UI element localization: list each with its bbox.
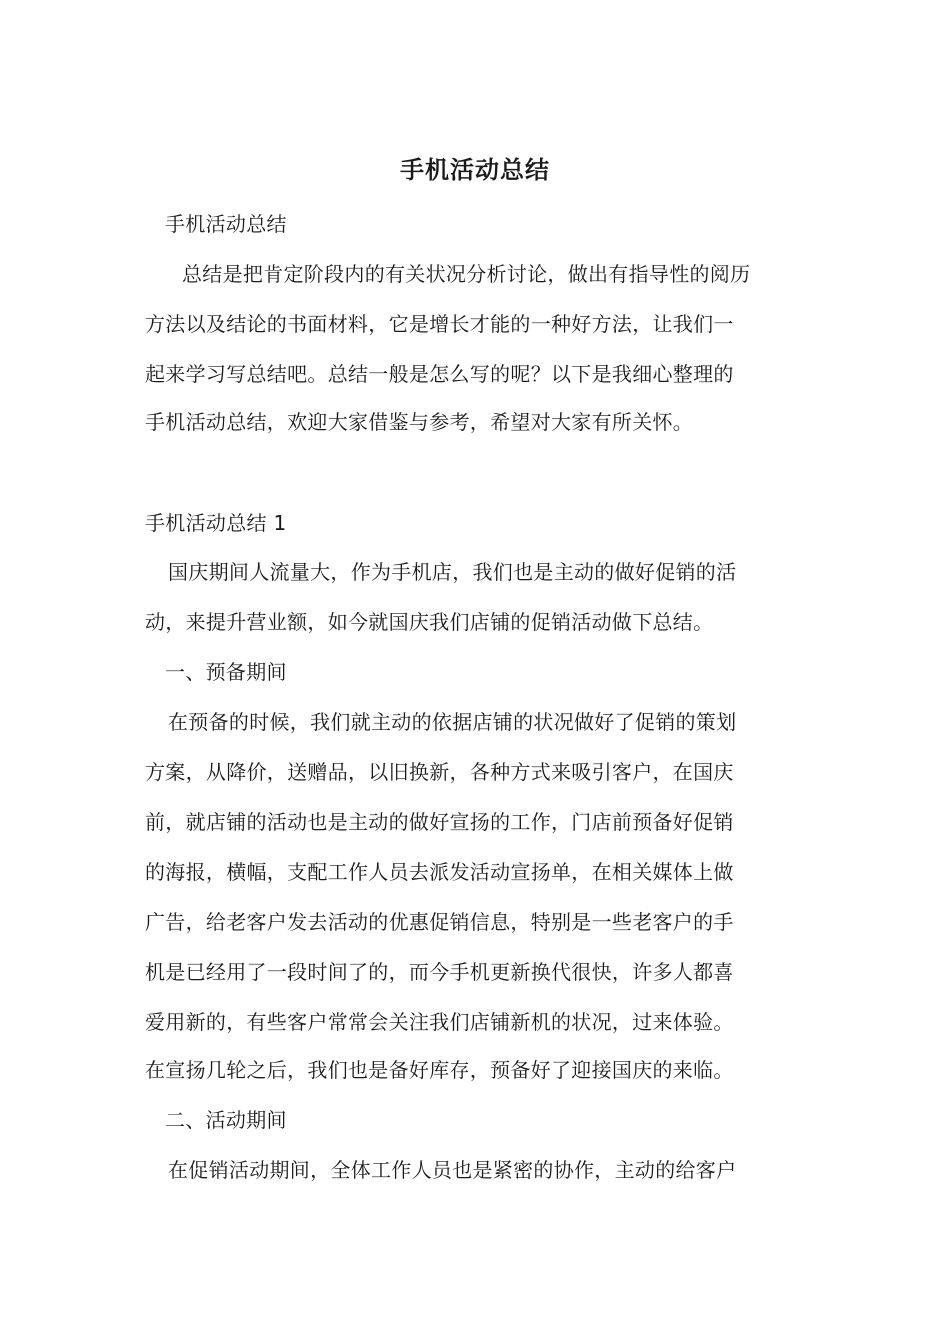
intro-line: 手机活动总结，欢迎大家借鉴与参考，希望对大家有所关怀。 — [145, 410, 694, 434]
part-paragraph-line: 机是已经用了一段时间了的，而今手机更新换代很快，许多人都喜 — [145, 960, 734, 984]
section-paragraph-line: 动，来提升营业额，如今就国庆我们店铺的促销活动做下总结。 — [145, 610, 714, 634]
intro-line: 方法以及结论的书面材料，它是增长才能的一种好方法，让我们一 — [145, 312, 734, 336]
part-paragraph-line: 广告，给老客户发去活动的优惠促销信息，特别是一些老客户的手 — [145, 910, 734, 934]
intro-line: 总结是把肯定阶段内的有关状况分析讨论，做出有指导性的阅历 — [182, 262, 751, 286]
part-heading: 二、活动期间 — [165, 1108, 287, 1132]
part-paragraph-line: 在促销活动期间，全体工作人员也是紧密的协作，主动的给客户 — [168, 1158, 737, 1182]
intro-line: 起来学习写总结吧。总结一般是怎么写的呢？以下是我细心整理的 — [145, 362, 734, 386]
document-subtitle: 手机活动总结 — [165, 212, 287, 236]
part-paragraph-line: 在宣扬几轮之后，我们也是备好库存，预备好了迎接国庆的来临。 — [145, 1058, 734, 1082]
part-paragraph-line: 爱用新的，有些客户常常会关注我们店铺新机的状况，过来体验。 — [145, 1010, 734, 1034]
document-title: 手机活动总结 — [400, 156, 550, 184]
part-paragraph-line: 方案，从降价，送赠品，以旧换新，各种方式来吸引客户，在国庆 — [145, 760, 734, 784]
part-heading: 一、预备期间 — [165, 660, 287, 684]
part-paragraph-line: 前，就店铺的活动也是主动的做好宣扬的工作，门店前预备好促销 — [145, 810, 734, 834]
section-paragraph-line: 国庆期间人流量大，作为手机店，我们也是主动的做好促销的活 — [168, 560, 737, 584]
part-paragraph-line: 的海报，横幅，支配工作人员去派发活动宣扬单，在相关媒体上做 — [145, 860, 734, 884]
part-paragraph-line: 在预备的时候，我们就主动的依据店铺的状况做好了促销的策划 — [168, 710, 737, 734]
section-heading: 手机活动总结 1 — [145, 511, 287, 535]
